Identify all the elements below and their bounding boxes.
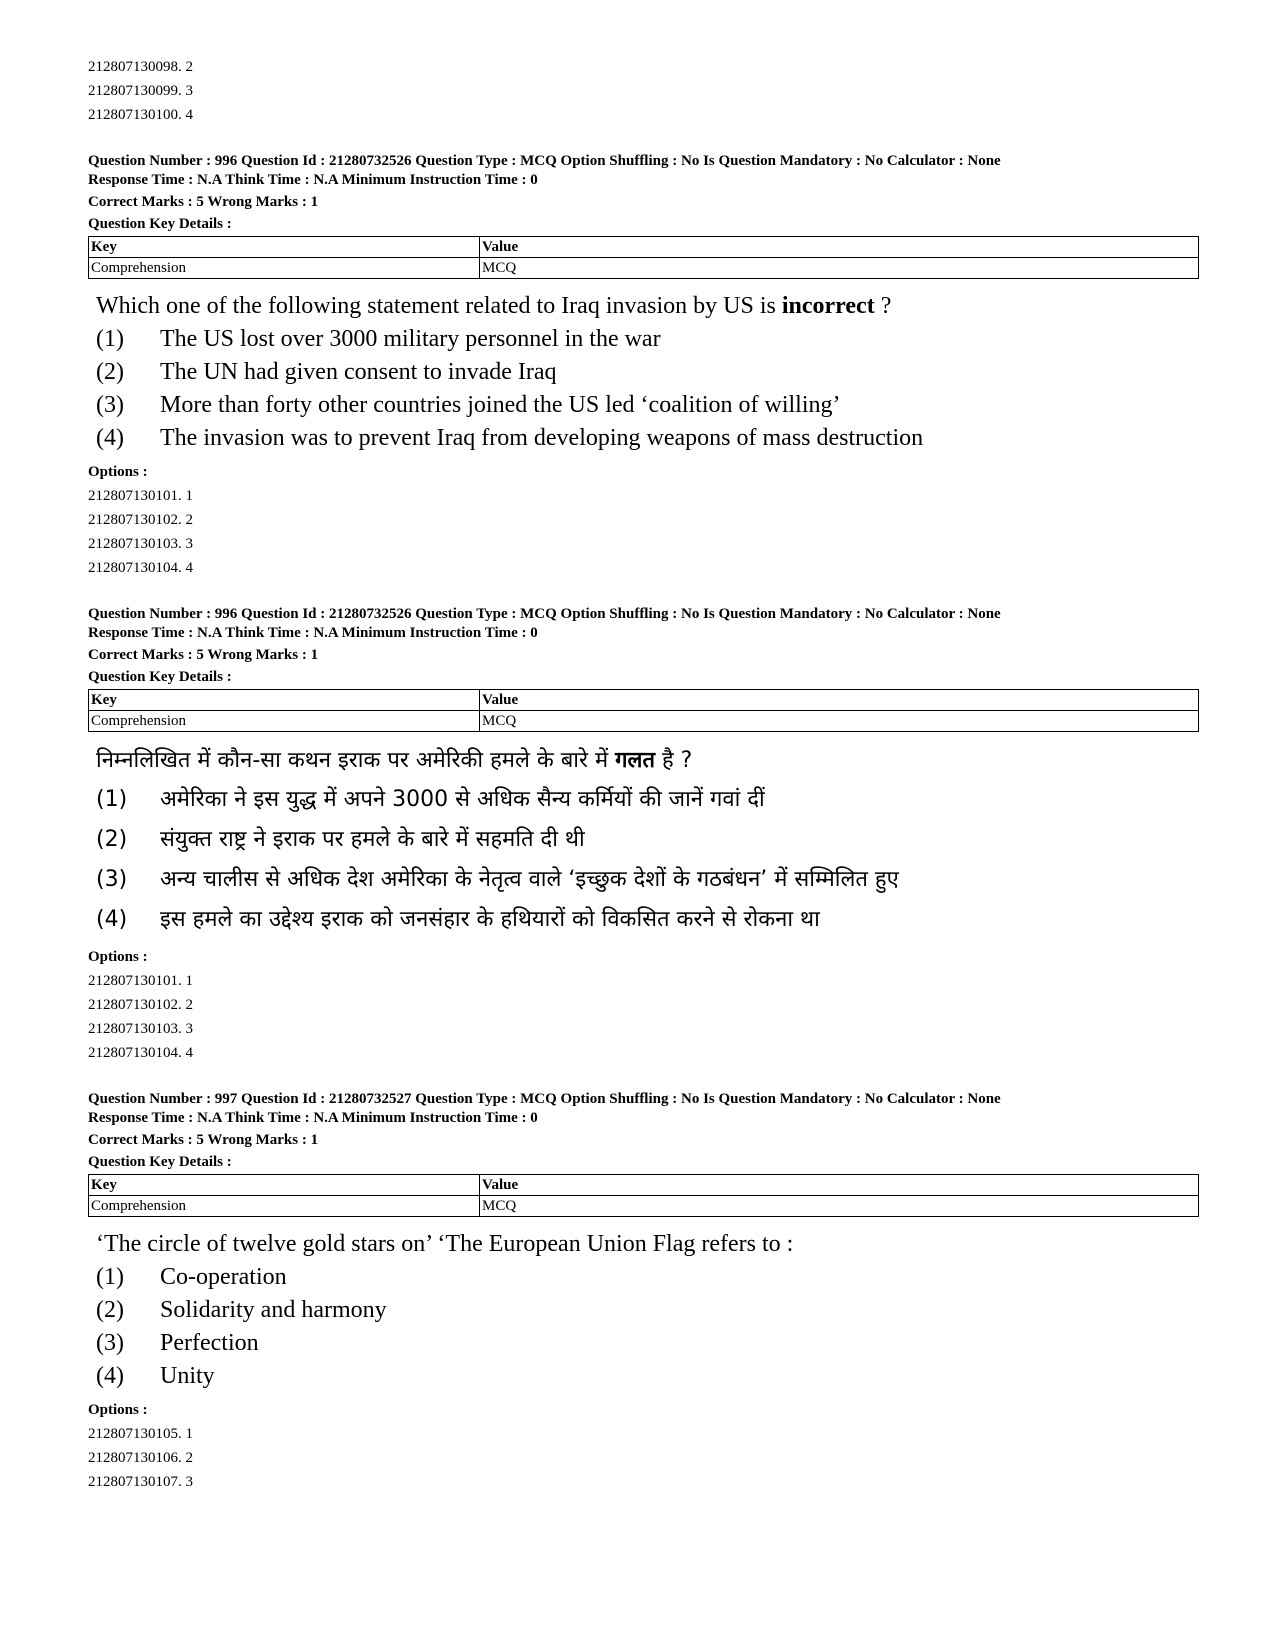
- question-stem: [96, 1227, 1198, 1261]
- key-header: Key: [89, 690, 480, 711]
- choice-item: [96, 389, 1198, 422]
- choice-text: अमेरिका ने इस युद्ध में अपने 3000 से अधिक सैन्य कर्मियों की जानें गवां दीं: [160, 787, 765, 812]
- choice-item: [96, 356, 1198, 389]
- question-timing: Response Time : N.A Think Time : N.A Minimum Instruction Time : 0: [88, 172, 538, 188]
- options-label: Options :: [88, 464, 148, 480]
- choice-number: (2): [96, 827, 128, 852]
- choice-number: (3): [96, 867, 128, 892]
- stem-emphasis: गलत: [615, 748, 655, 773]
- options-label: Options :: [88, 1402, 148, 1418]
- choice-item: [96, 820, 1198, 860]
- key-cell: Comprehension: [89, 258, 480, 279]
- choice-text: Perfection: [160, 1330, 259, 1356]
- previous-question-options: [88, 55, 1198, 127]
- choice-item: [96, 780, 1198, 820]
- question-key-details-label: Question Key Details :: [88, 669, 232, 685]
- question-text: [96, 289, 1198, 455]
- option-line: 212807130104. 4: [88, 560, 193, 576]
- question-timing: Response Time : N.A Think Time : N.A Minimum Instruction Time : 0: [88, 625, 538, 641]
- table-row: [89, 258, 1199, 279]
- key-value-table: [88, 236, 1199, 279]
- choice-item: [96, 1261, 1198, 1294]
- question-stem: [96, 289, 1198, 323]
- stem-text: ‘The circle of twelve gold stars on’ ‘The European Union Flag refers to :: [96, 1231, 794, 1257]
- choice-number: (2): [96, 1297, 124, 1323]
- option-line: 212807130101. 1: [88, 973, 193, 989]
- key-cell: Comprehension: [89, 1196, 480, 1217]
- key-value-table: [88, 689, 1199, 732]
- table-header-row: [89, 690, 1199, 711]
- choice-text: More than forty other countries joined the US led ‘coalition of willing’: [160, 392, 841, 418]
- question-block-996-hindi: [88, 605, 1198, 1065]
- stem-text: निम्नलिखित में कौन-सा कथन इराक पर अमेरिकी हमले के बारे में: [96, 748, 616, 773]
- question-key-details-label: Question Key Details :: [88, 1154, 232, 1170]
- stem-end: है ?: [655, 748, 693, 773]
- value-cell: MCQ: [480, 711, 1199, 732]
- choice-item: [96, 323, 1198, 356]
- question-text: [96, 742, 1198, 940]
- stem-text: Which one of the following statement related to Iraq invasion by US is: [96, 293, 782, 319]
- choice-text: The US lost over 3000 military personnel in the war: [160, 326, 661, 352]
- question-marks: Correct Marks : 5 Wrong Marks : 1: [88, 647, 319, 663]
- question-text: [96, 1227, 1198, 1393]
- options-label: Options :: [88, 949, 148, 965]
- option-line: 212807130104. 4: [88, 1045, 193, 1061]
- value-header: Value: [480, 237, 1199, 258]
- choice-number: (4): [96, 425, 124, 451]
- choice-item: [96, 860, 1198, 900]
- choice-item: [96, 1294, 1198, 1327]
- choice-text: Co-operation: [160, 1264, 287, 1290]
- question-meta: Question Number : 997 Question Id : 21280732527 Question Type : MCQ Option Shuffling : No Is Question Mandatory : No Calculator : None: [88, 1091, 1001, 1107]
- choice-text: Solidarity and harmony: [160, 1297, 387, 1323]
- choice-number: (1): [96, 326, 124, 352]
- choice-number: (4): [96, 1363, 124, 1389]
- value-cell: MCQ: [480, 1196, 1199, 1217]
- option-line: 212807130103. 3: [88, 536, 193, 552]
- option-line: 212807130100. 4: [88, 107, 193, 123]
- question-block-997-english: [88, 1090, 1198, 1494]
- option-line: 212807130098. 2: [88, 59, 193, 75]
- choice-number: (2): [96, 359, 124, 385]
- option-line: 212807130106. 2: [88, 1450, 193, 1466]
- question-marks: Correct Marks : 5 Wrong Marks : 1: [88, 1132, 319, 1148]
- key-value-table: [88, 1174, 1199, 1217]
- choice-item: [96, 900, 1198, 940]
- choice-text: Unity: [160, 1363, 215, 1389]
- option-line: 212807130102. 2: [88, 512, 193, 528]
- choice-number: (4): [96, 907, 128, 932]
- question-stem: [96, 742, 1198, 780]
- choice-item: [96, 422, 1198, 455]
- choice-number: (1): [96, 787, 128, 812]
- question-key-details-label: Question Key Details :: [88, 216, 232, 232]
- table-header-row: [89, 1175, 1199, 1196]
- key-header: Key: [89, 237, 480, 258]
- option-line: 212807130099. 3: [88, 83, 193, 99]
- option-line: 212807130102. 2: [88, 997, 193, 1013]
- stem-emphasis: incorrect: [781, 293, 875, 319]
- choice-text: इस हमले का उद्देश्य इराक को जनसंहार के हथियारों को विकसित करने से रोकना था: [160, 907, 820, 932]
- value-header: Value: [480, 1175, 1199, 1196]
- choice-item: [96, 1360, 1198, 1393]
- question-meta: Question Number : 996 Question Id : 21280732526 Question Type : MCQ Option Shuffling : No Is Question Mandatory : No Calculator : None: [88, 606, 1001, 622]
- choice-number: (1): [96, 1264, 124, 1290]
- option-line: 212807130107. 3: [88, 1474, 193, 1490]
- table-row: [89, 1196, 1199, 1217]
- choice-text: The invasion was to prevent Iraq from developing weapons of mass destruction: [160, 425, 924, 451]
- option-line: 212807130101. 1: [88, 488, 193, 504]
- question-timing: Response Time : N.A Think Time : N.A Minimum Instruction Time : 0: [88, 1110, 538, 1126]
- value-header: Value: [480, 690, 1199, 711]
- option-line: 212807130103. 3: [88, 1021, 193, 1037]
- question-meta: Question Number : 996 Question Id : 21280732526 Question Type : MCQ Option Shuffling : No Is Question Mandatory : No Calculator : None: [88, 153, 1001, 169]
- choice-text: The UN had given consent to invade Iraq: [160, 359, 557, 385]
- table-header-row: [89, 237, 1199, 258]
- choice-text: संयुक्त राष्ट्र ने इराक पर हमले के बारे में सहमति दी थी: [160, 827, 585, 852]
- question-marks: Correct Marks : 5 Wrong Marks : 1: [88, 194, 319, 210]
- stem-end: ?: [874, 293, 892, 319]
- table-row: [89, 711, 1199, 732]
- value-cell: MCQ: [480, 258, 1199, 279]
- choice-item: [96, 1327, 1198, 1360]
- choice-number: (3): [96, 1330, 124, 1356]
- option-line: 212807130105. 1: [88, 1426, 193, 1442]
- document-page: [88, 55, 1198, 1494]
- choice-number: (3): [96, 392, 124, 418]
- choice-text: अन्य चालीस से अधिक देश अमेरिका के नेतृत्व वाले ‘इच्छुक देशों के गठबंधन’ में सम्मिलित हुए: [160, 867, 899, 892]
- key-cell: Comprehension: [89, 711, 480, 732]
- key-header: Key: [89, 1175, 480, 1196]
- question-block-996-english: [88, 152, 1198, 580]
